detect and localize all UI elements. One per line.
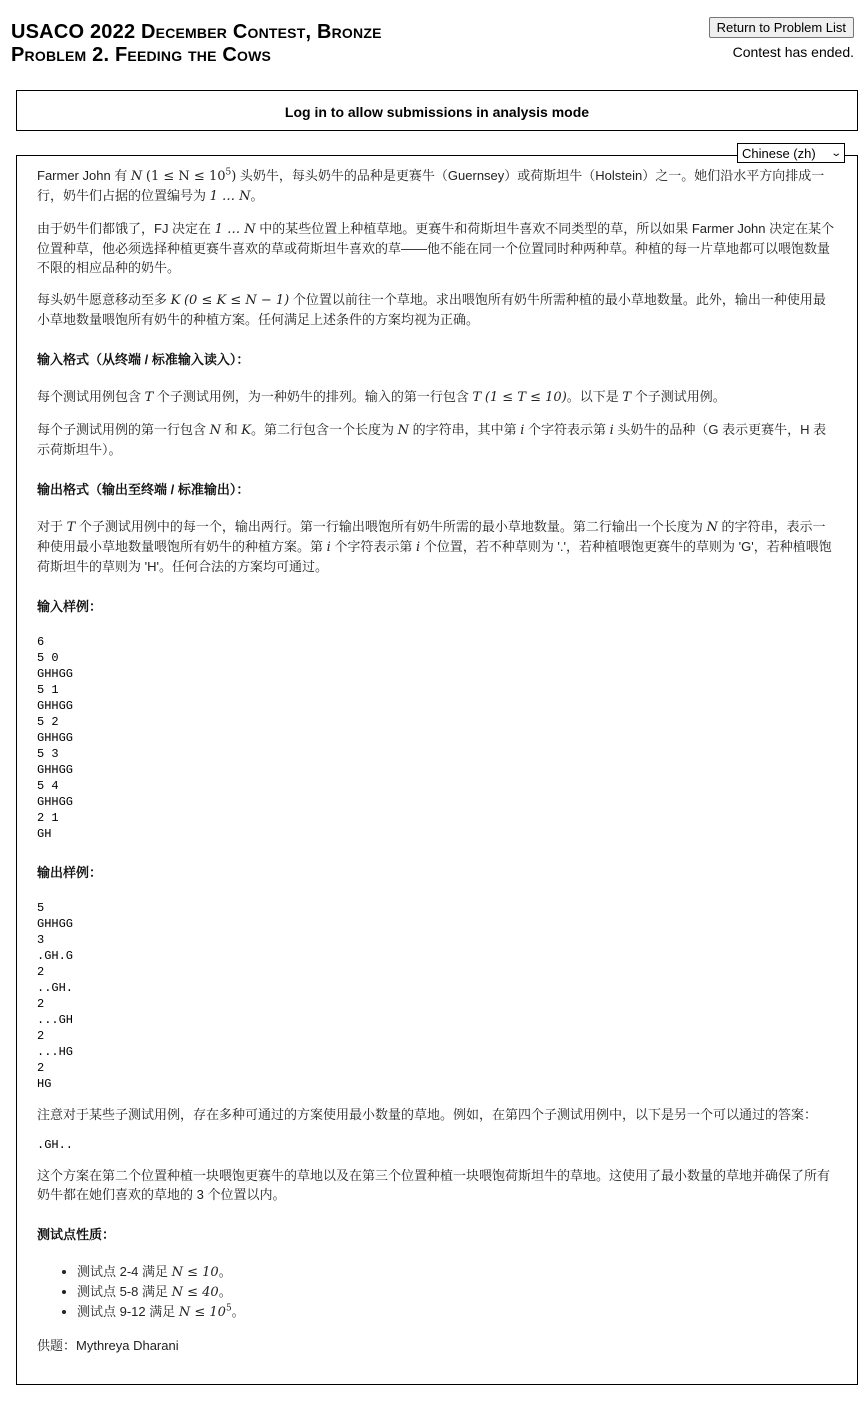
problem-statement-box <box>16 145 858 1385</box>
output-paragraph: 对于 T 个子测试用例中的每一个，输出两行。第一行输出喂饱所有奶牛所需的最小草地数量。第二行输出一个长度为 N 的字符串，表示一种使用最小草地数量喂饱所有奶牛的种植方案。第 i 个字符表示第 i 个位置，若不种草则为 '.'，若种植喂饱更赛牛的草则为 'G'，若种植喂饱荷斯坦牛的草则为 'H'。任何合法的方案均可通过。 <box>37 519 832 574</box>
list-item: • 测试点 2-4 满足 N ≤ 10。 <box>77 1262 837 1282</box>
output-format-heading: 输出格式（输出至终端 / 标准输出）： <box>37 482 250 497</box>
contest-title: USACO 2022 December Contest, Bronze <box>11 21 382 43</box>
input-paragraph-2: 每个子测试用例的第一行包含 N 和 K。第二行包含一个长度为 N 的字符串，其中第 i 个字符表示第 i 头奶牛的品种（G 表示更赛牛，H 表示荷斯坦牛）。 <box>37 422 827 457</box>
scoring-list <box>37 1262 837 1322</box>
sample-input-heading: 输入样例： <box>37 599 103 614</box>
statement-paragraph-2: 由于奶牛们都饿了，FJ 决定在 1 … N 中的某些位置上种植草地。更赛牛和荷斯坦牛喜欢不同类型的草，所以如果 Farmer John 决定在某个位置种草，他必须选择种植更赛牛喜欢的草或荷斯坦牛喜欢的草——他不能在同一个位置同时种两种草。种植的每一片草地都可以喂饱数量不限的相应品种的奶牛。 <box>37 221 835 275</box>
list-item: • 测试点 9-12 满足 $N \le 10^5$。 <box>77 1302 837 1322</box>
language-select-value: Chinese (zh) <box>742 145 816 161</box>
credits: 供题：Mythreya Dharani <box>37 1338 179 1353</box>
scoring-heading: 测试点性质： <box>37 1227 116 1242</box>
chevron-down-icon: ⌄ <box>829 147 842 159</box>
contest-status: Contest has ended. <box>732 44 854 60</box>
note-paragraph: 注意对于某些子测试用例，存在多种可通过的方案使用最小数量的草地。例如，在第四个子测试用例中，以下是另一个可以通过的答案： <box>37 1107 818 1122</box>
sample-output: 5 GHHGG 3 .GH.G 2 ..GH. 2 ...GH 2 ...HG 2 HG <box>37 901 74 1091</box>
input-paragraph-1: 每个测试用例包含 T 个子测试用例，为一种奶牛的排列。输入的第一行包含 T (1 ≤ T ≤ 10)。以下是 T 个子测试用例。 <box>37 389 726 405</box>
problem-title: Problem 2. Feeding the Cows <box>11 44 272 66</box>
page-title <box>11 21 382 67</box>
explanation-paragraph: 这个方案在第二个位置种植一块喂饱更赛牛的草地以及在第三个位置种植一块喂饱荷斯坦牛的草地。这使用了最小数量的草地并确保了所有奶牛都在她们喜欢的草地的 3 个位置以内。 <box>37 1168 831 1202</box>
sample-output-heading: 输出样例： <box>37 865 103 880</box>
sample-input: 6 5 0 GHHGG 5 1 GHHGG 5 2 GHHGG 5 3 GHHGG 5 4 GHHGG 2 1 GH <box>37 635 74 841</box>
return-to-problem-list-button[interactable]: Return to Problem List <box>709 17 854 38</box>
statement-paragraph-3: 每头奶牛愿意移动至多 K (0 ≤ K ≤ N − 1) 个位置以前往一个草地。求出喂饱所有奶牛所需种植的最小草地数量。此外，输出一种使用最小草地数量喂饱所有奶牛的种植方案。任何满足上述条件的方案均视为正确。 <box>37 292 826 327</box>
alternative-answer: .GH.. <box>37 1138 74 1152</box>
list-item: • 测试点 5-8 满足 N ≤ 40。 <box>77 1282 837 1302</box>
problem-content <box>37 166 837 1368</box>
statement-paragraph-1: Farmer John 有 N $(1 \le N \le 10^5)$ 头奶牛，每头奶牛的品种是更赛牛（Guernsey）或荷斯坦牛（Holstein）之一。她们沿水平方向排成一行，奶牛们占据的位置编号为 1 … N。 <box>37 167 825 204</box>
language-select[interactable] <box>737 143 845 163</box>
login-notice[interactable]: Log in to allow submissions in analysis mode <box>16 90 858 131</box>
input-format-heading: 输入格式（从终端 / 标准输入读入）： <box>37 352 250 367</box>
